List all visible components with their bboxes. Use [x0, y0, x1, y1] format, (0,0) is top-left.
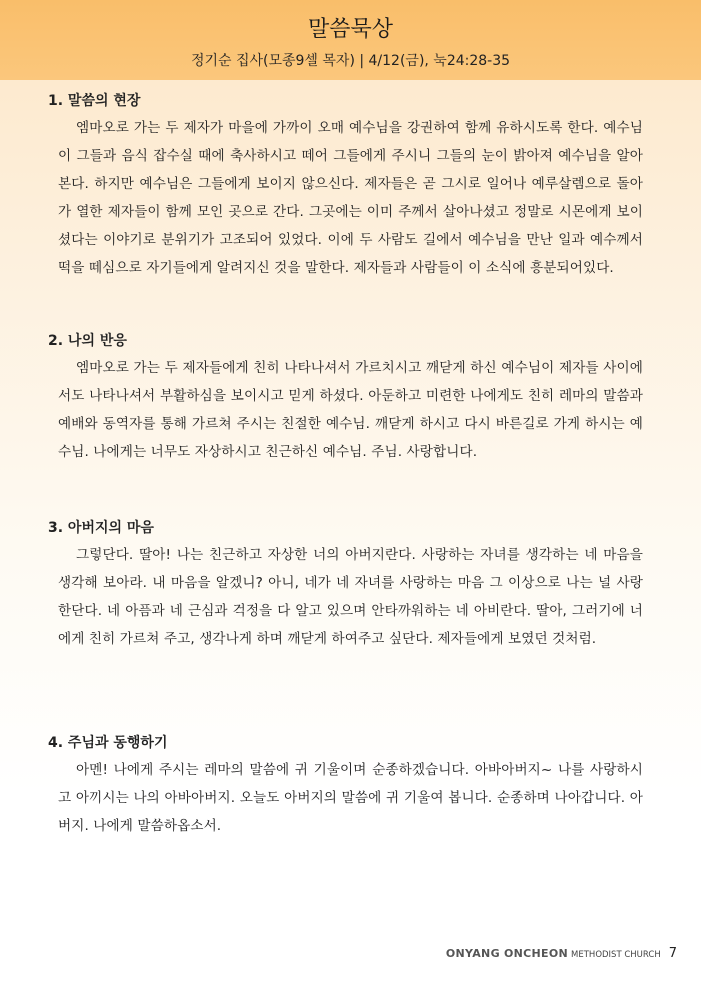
- section-my-response: [48, 330, 643, 466]
- section-walk-with-lord: [48, 732, 643, 840]
- church-brand: ONYANG ONCHEON: [445, 947, 569, 960]
- section-body: 아멘! 나에게 주시는 레마의 말씀에 귀 기울이며 순종하겠습니다. 아바아버지~ 나를 사랑하시고 아끼시는 나의 아바아버지. 오늘도 아버지의 말씀에 귀 기울여 봅니다. 순종하며 나아갑니다. 아버지. 나에게 말씀하옵소서.: [58, 762, 643, 834]
- page-subtitle: 정기순 집사(모종9셀 목자) | 4/12(금), 눅24:28-35: [190, 53, 511, 69]
- section-scripture-scene: [48, 90, 643, 282]
- section-body: 엠마오로 가는 두 제자들에게 친히 나타나셔서 가르치시고 깨닫게 하신 예수님이 제자들 사이에서도 나타나셔서 부활하심을 보이시고 믿게 하셨다. 아둔하고 미련한 나에게도 친히 레마의 말씀과 예배와 동역자를 통해 가르쳐 주시는 친절한 예수님. 깨닫게 하시고 다시 바른길로 가게 하시는 예수님. 나에게는 너무도 자상하시고 친근하신 예수님. 주님. 사랑합니다.: [58, 360, 643, 460]
- section-title: 4. 주님과 동행하기: [48, 735, 168, 751]
- section-body: 그렇단다. 딸아! 나는 친근하고 자상한 너의 아버지란다. 사랑하는 자녀를 생각하는 네 마음을 생각해 보아라. 내 마음을 알겠니? 아니, 네가 네 자녀를 사랑하는 마음 그 이상으로 나는 널 사랑한단다. 네 아픔과 네 근심과 걱정을 다 알고 있으며 안타까워하는 네 아비란다. 딸아, 그러기에 너에게 친히 가르쳐 주고, 생각나게 하며 깨닫게 하여주고 싶단다. 제자들에게 보였던 것처럼.: [58, 547, 643, 647]
- page-header: [0, 0, 701, 80]
- church-subtitle: METHODIST CHURCH: [571, 950, 661, 960]
- section-title: 3. 아버지의 마음: [48, 520, 154, 536]
- section-fathers-heart: [48, 517, 643, 653]
- page-footer: [446, 946, 677, 961]
- page-number: 7: [668, 946, 677, 961]
- section-title: 1. 말씀의 현장: [48, 93, 141, 109]
- section-title: 2. 나의 반응: [48, 333, 127, 349]
- page-title: 말씀묵상: [307, 17, 393, 42]
- section-body: 엠마오로 가는 두 제자가 마을에 가까이 오매 예수님을 강권하여 함께 유하시도록 한다. 예수님이 그들과 음식 잡수실 때에 축사하시고 떼어 그들에게 주시니 그들의 눈이 밝아져 예수님을 알아본다. 하지만 예수님은 그들에게 보이지 않으신다. 제자들은 곧 그시로 일어나 예루살렘으로 돌아가 열한 제자들이 함께 모인 곳으로 간다. 그곳에는 이미 주께서 살아나셨고 정말로 시몬에게 보이셨다는 이야기로 분위기가 고조되어 있었다. 이에 두 사람도 길에서 예수님을 만난 일과 예수께서 떡을 떼심으로 자기들에게 알려지신 것을 말한다. 제자들과 사람들이 이 소식에 흥분되어있다.: [58, 120, 643, 276]
